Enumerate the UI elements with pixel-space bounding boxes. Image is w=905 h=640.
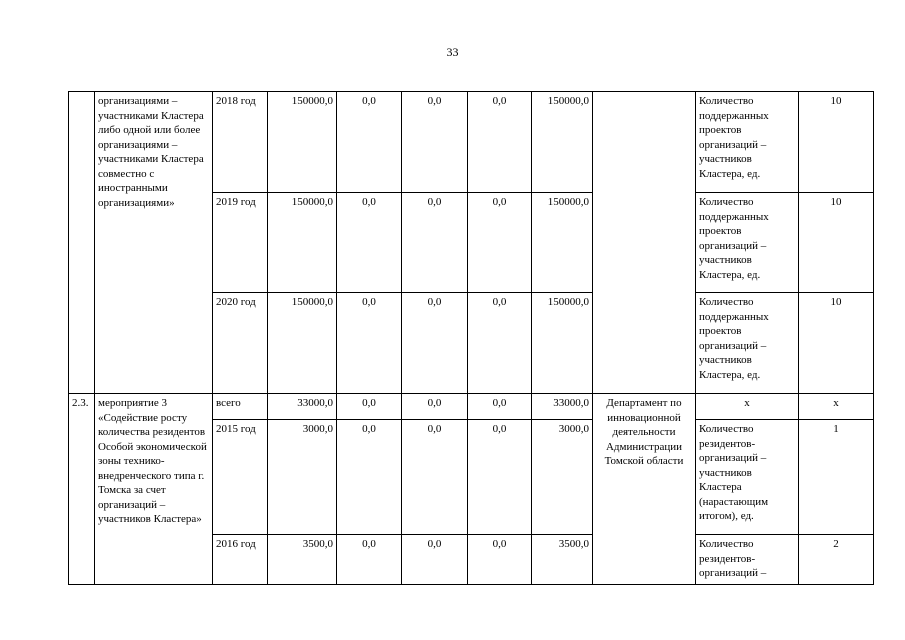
page-number: 33 [446, 45, 459, 59]
funding-cell: 150000,0 [532, 293, 593, 394]
total-cell: 3500,0 [268, 535, 337, 585]
funding-cell: 0,0 [402, 193, 468, 293]
funding-cell: 0,0 [402, 293, 468, 394]
measure-description: мероприятие 3 «Содействие росту количества резидентов Особой экономической зоны технико-внедренческого типа г. Томска за счет организаций – участников Кластера» [95, 394, 213, 585]
table-row [69, 92, 874, 193]
year-cell: 2016 год [213, 535, 268, 585]
funding-cell: 0,0 [337, 193, 402, 293]
funding-cell: 0,0 [402, 394, 468, 420]
funding-cell: 0,0 [402, 420, 468, 535]
indicator-value: 1 [799, 420, 874, 535]
total-cell: 33000,0 [268, 394, 337, 420]
total-cell: 3000,0 [268, 420, 337, 535]
funding-cell: 0,0 [337, 535, 402, 585]
funding-cell: 0,0 [468, 535, 532, 585]
funding-cell: 0,0 [402, 535, 468, 585]
funding-cell: 0,0 [337, 293, 402, 394]
number-cell [69, 92, 95, 394]
indicator-value: 10 [799, 293, 874, 394]
total-cell: 150000,0 [268, 293, 337, 394]
indicator-cell: Количество поддержанных проектов организаций – участников Кластера, ед. [696, 193, 799, 293]
indicator-value: 10 [799, 193, 874, 293]
number-cell: 2.3. [69, 394, 95, 585]
funding-cell: 0,0 [468, 92, 532, 193]
year-cell: всего [213, 394, 268, 420]
funding-cell: 3500,0 [532, 535, 593, 585]
funding-cell: 0,0 [468, 394, 532, 420]
funding-cell: 0,0 [468, 293, 532, 394]
indicator-cell: х [696, 394, 799, 420]
total-cell: 150000,0 [268, 92, 337, 193]
year-cell: 2020 год [213, 293, 268, 394]
funding-cell: 33000,0 [532, 394, 593, 420]
executor-cell [593, 92, 696, 394]
indicator-cell: Количество поддержанных проектов организаций – участников Кластера, ед. [696, 293, 799, 394]
indicator-cell: Количество резидентов-организаций – [696, 535, 799, 585]
program-table [68, 91, 874, 585]
indicator-value: 10 [799, 92, 874, 193]
funding-cell: 0,0 [337, 394, 402, 420]
indicator-cell: Количество поддержанных проектов организаций – участников Кластера, ед. [696, 92, 799, 193]
table-row [69, 394, 874, 420]
indicator-value: 2 [799, 535, 874, 585]
funding-cell: 0,0 [337, 92, 402, 193]
total-cell: 150000,0 [268, 193, 337, 293]
indicator-cell: Количество резидентов-организаций – участников Кластера (нарастающим итогом), ед. [696, 420, 799, 535]
funding-cell: 150000,0 [532, 92, 593, 193]
funding-cell: 0,0 [402, 92, 468, 193]
year-cell: 2019 год [213, 193, 268, 293]
funding-cell: 0,0 [468, 193, 532, 293]
year-cell: 2018 год [213, 92, 268, 193]
funding-cell: 150000,0 [532, 193, 593, 293]
measure-description: организациями – участниками Кластера либо одной или более организациями – участниками Кластера совместно с иностранными организациями» [95, 92, 213, 394]
funding-cell: 0,0 [468, 420, 532, 535]
funding-cell: 3000,0 [532, 420, 593, 535]
executor-cell: Департамент по инновационной деятельности Администрации Томской области [593, 394, 696, 585]
indicator-value: х [799, 394, 874, 420]
funding-cell: 0,0 [337, 420, 402, 535]
year-cell: 2015 год [213, 420, 268, 535]
